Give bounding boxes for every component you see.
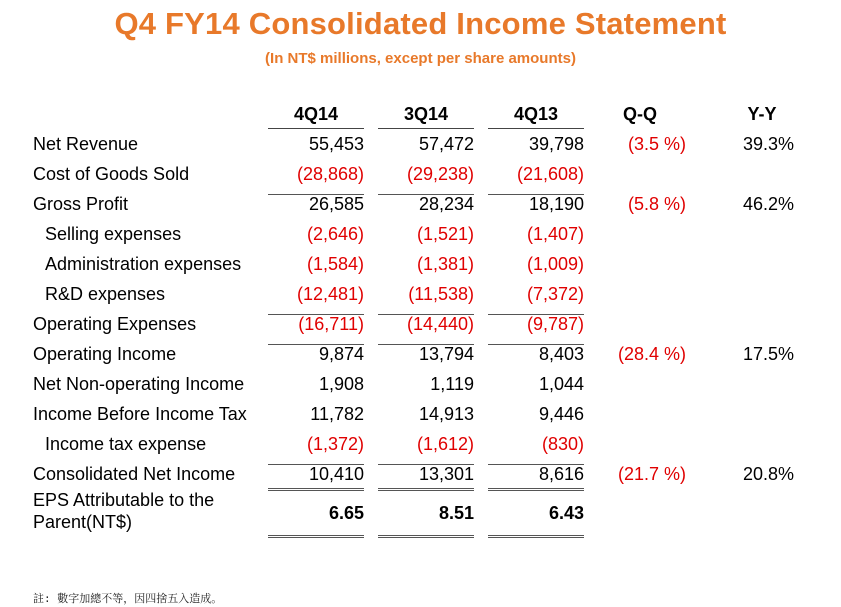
- row-label: Cost of Goods Sold: [33, 164, 190, 184]
- row-label: Net Revenue: [33, 134, 139, 154]
- footnote: 註: 數字加總不等，因四捨五入造成。: [33, 592, 223, 605]
- subtotal-rule: [488, 464, 584, 465]
- column-header-yy: Y-Y: [747, 104, 777, 124]
- value-cell: 8,403: [538, 344, 584, 364]
- total-rule: [488, 488, 584, 491]
- row-label: Operating Income: [33, 344, 177, 364]
- value-cell: (830): [541, 434, 584, 454]
- value-cell: 6.65: [328, 503, 364, 523]
- subtotal-rule: [268, 344, 364, 345]
- subtotal-rule: [378, 314, 474, 315]
- value-cell: 9,446: [538, 404, 584, 424]
- subtotal-rule: [488, 314, 584, 315]
- yy-change-cell: 39.3%: [742, 134, 794, 154]
- value-cell: 9,874: [318, 344, 364, 364]
- subtotal-rule: [268, 314, 364, 315]
- qq-change-cell: (3.5 %): [627, 134, 686, 154]
- value-cell: (1,612): [416, 434, 474, 454]
- row-label: Consolidated Net Income: [33, 464, 236, 484]
- value-cell: 39,798: [528, 134, 584, 154]
- total-rule: [268, 535, 364, 538]
- row-label: Net Non-operating Income: [33, 374, 245, 394]
- value-cell: (11,538): [408, 284, 474, 304]
- total-rule: [268, 488, 364, 491]
- value-cell: (1,372): [306, 434, 364, 454]
- value-cell: (1,009): [526, 254, 584, 274]
- qq-change-cell: (28.4 %): [617, 344, 686, 364]
- value-cell: (28,868): [296, 164, 364, 184]
- value-cell: (2,646): [306, 224, 364, 244]
- value-cell: (1,407): [526, 224, 584, 244]
- subtotal-rule: [488, 344, 584, 345]
- value-cell: 1,908: [318, 374, 364, 394]
- subtotal-rule: [268, 464, 364, 465]
- row-label: R&D expenses: [45, 284, 166, 304]
- row-label: Selling expenses: [45, 224, 182, 244]
- value-cell: 18,190: [528, 194, 584, 214]
- qq-change-cell: (21.7 %): [617, 464, 686, 484]
- value-cell: (12,481): [296, 284, 364, 304]
- row-label: Operating Expenses: [33, 314, 197, 334]
- value-cell: 10,410: [308, 464, 364, 484]
- total-rule: [378, 488, 474, 491]
- total-rule: [488, 535, 584, 538]
- row-label: Income Before Income Tax: [33, 404, 247, 424]
- value-cell: (16,711): [298, 314, 364, 334]
- column-header-4q14: 4Q14: [268, 104, 364, 129]
- row-label: Parent(NT$): [33, 512, 133, 532]
- value-cell: 13,794: [418, 344, 474, 364]
- row-label: EPS Attributable to the: [33, 490, 215, 510]
- subtotal-rule: [378, 344, 474, 345]
- value-cell: (1,584): [306, 254, 364, 274]
- subtotal-rule: [488, 194, 584, 195]
- page-title: Q4 FY14 Consolidated Income Statement: [114, 6, 727, 41]
- value-cell: 1,119: [430, 374, 474, 394]
- subtotal-rule: [378, 464, 474, 465]
- value-cell: 28,234: [418, 194, 474, 214]
- row-label: Income tax expense: [45, 434, 207, 454]
- yy-change-cell: 20.8%: [742, 464, 794, 484]
- total-rule: [378, 535, 474, 538]
- value-cell: 26,585: [308, 194, 364, 214]
- value-cell: 8,616: [538, 464, 584, 484]
- yy-change-cell: 17.5%: [742, 344, 794, 364]
- value-cell: 8.51: [438, 503, 474, 523]
- column-header-qq: Q-Q: [623, 104, 657, 124]
- value-cell: 6.43: [548, 503, 584, 523]
- column-header-4q13: 4Q13: [488, 104, 584, 129]
- value-cell: 1,044: [538, 374, 584, 394]
- value-cell: 57,472: [418, 134, 474, 154]
- yy-change-cell: 46.2%: [742, 194, 794, 214]
- value-cell: 11,782: [310, 404, 364, 424]
- column-header-3q14: 3Q14: [378, 104, 474, 129]
- subtotal-rule: [268, 194, 364, 195]
- value-cell: 14,913: [418, 404, 474, 424]
- value-cell: 13,301: [418, 464, 474, 484]
- row-label: Gross Profit: [33, 194, 129, 214]
- page-subtitle: (In NT$ millions, except per share amounts): [265, 50, 576, 67]
- value-cell: (1,381): [416, 254, 474, 274]
- value-cell: (14,440): [406, 314, 474, 334]
- subtotal-rule: [378, 194, 474, 195]
- row-label: Administration expenses: [45, 254, 242, 274]
- value-cell: (29,238): [406, 164, 474, 184]
- value-cell: (9,787): [526, 314, 584, 334]
- value-cell: 55,453: [308, 134, 364, 154]
- value-cell: (21,608): [516, 164, 584, 184]
- qq-change-cell: (5.8 %): [627, 194, 686, 214]
- value-cell: (7,372): [526, 284, 584, 304]
- value-cell: (1,521): [416, 224, 474, 244]
